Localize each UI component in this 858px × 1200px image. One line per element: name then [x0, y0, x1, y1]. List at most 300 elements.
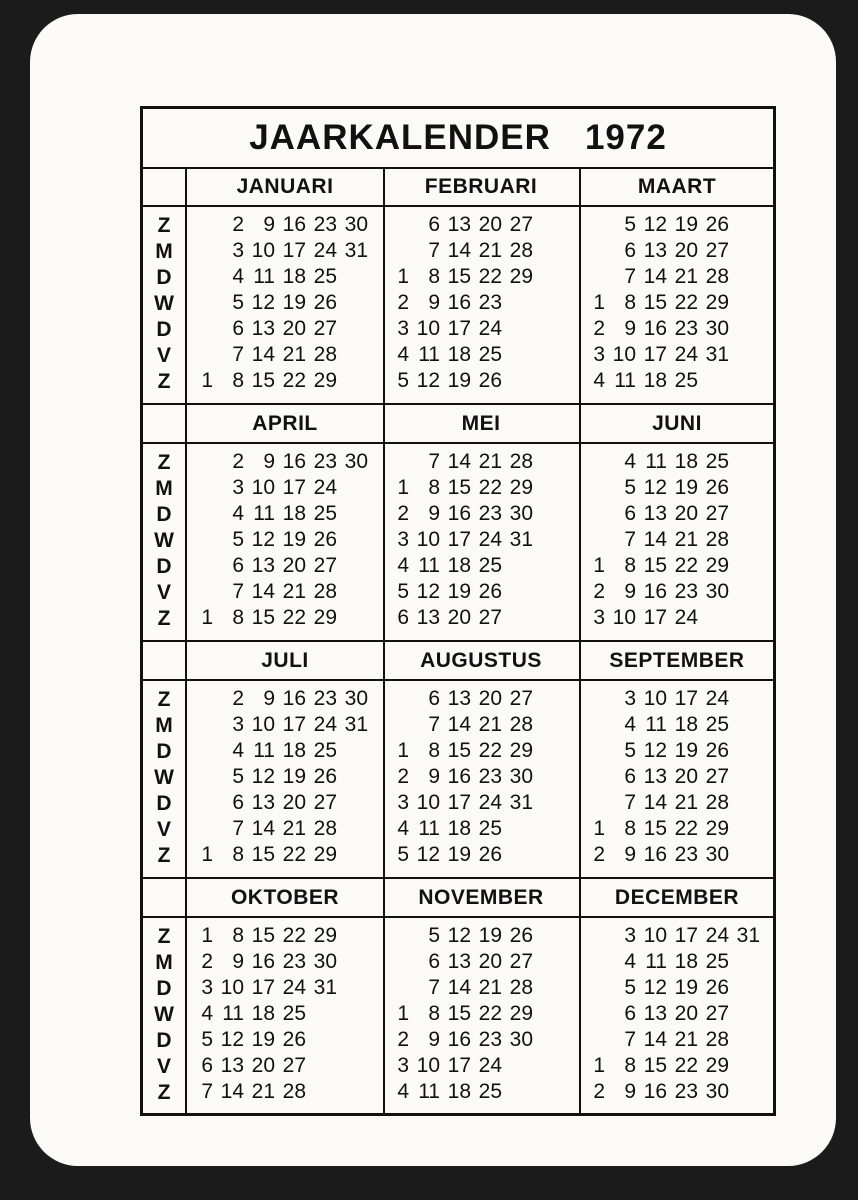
day-number: 23: [478, 502, 502, 525]
day-number: [583, 501, 605, 527]
week-row: [387, 527, 579, 553]
day-number: 8: [624, 1054, 636, 1077]
day-number: [698, 368, 729, 394]
day-number: 18: [447, 343, 471, 366]
day-number: 7: [428, 976, 440, 999]
day-number: [729, 790, 760, 816]
day-number: 22: [478, 476, 502, 499]
day-number: 3: [201, 976, 213, 999]
day-number: 1: [201, 606, 213, 629]
month-september: [579, 641, 775, 878]
day-number: 5: [397, 843, 409, 866]
day-number: 2: [397, 765, 409, 788]
day-number: 29: [705, 1054, 729, 1077]
day-number: 1: [397, 476, 409, 499]
day-number: 8: [232, 606, 244, 629]
day-number: 17: [643, 343, 667, 366]
weekday-label: Z: [157, 925, 171, 948]
day-number: [533, 949, 564, 975]
day-number: 29: [705, 554, 729, 577]
week-row: [583, 816, 775, 842]
quarter-3: [143, 641, 773, 878]
weekday-label: Z: [157, 451, 171, 474]
day-number: 2: [201, 950, 213, 973]
day-number: 4: [397, 817, 409, 840]
day-number: 6: [624, 502, 636, 525]
day-number: 20: [447, 606, 471, 629]
day-number: 8: [232, 924, 244, 947]
weekday-column: [143, 167, 187, 404]
month-name: JANUARI: [187, 167, 383, 207]
day-number: 12: [643, 739, 667, 762]
day-number: 28: [509, 976, 533, 999]
week-row: [583, 1053, 775, 1079]
day-number: 20: [282, 791, 306, 814]
day-number: 3: [397, 317, 409, 340]
weekday-label: D: [156, 555, 172, 578]
day-number: [729, 238, 760, 264]
week-row: [387, 264, 579, 290]
day-number: [533, 1001, 564, 1027]
day-number: [337, 264, 368, 290]
day-number: 8: [624, 554, 636, 577]
day-number: 11: [645, 450, 667, 473]
day-number: 27: [282, 1054, 306, 1077]
day-number: 2: [593, 843, 605, 866]
day-number: [502, 1053, 533, 1079]
day-number: 21: [478, 713, 502, 736]
day-number: 1: [201, 843, 213, 866]
day-number: 24: [674, 343, 698, 366]
day-number: [337, 501, 368, 527]
day-number: 18: [251, 1002, 275, 1025]
day-number: 19: [447, 580, 471, 603]
day-number: 2: [232, 450, 244, 473]
day-number: 28: [509, 450, 533, 473]
day-number: 28: [313, 343, 337, 366]
day-number: 6: [624, 239, 636, 262]
day-number: 12: [416, 369, 440, 392]
day-number: 13: [643, 239, 667, 262]
month-days: [583, 449, 775, 631]
day-number: 6: [428, 950, 440, 973]
day-number: 16: [447, 1028, 471, 1051]
day-number: 27: [313, 791, 337, 814]
day-number: 31: [736, 924, 760, 947]
day-number: [337, 790, 368, 816]
day-number: [337, 764, 368, 790]
day-number: 18: [674, 450, 698, 473]
day-number: 17: [674, 924, 698, 947]
week-row: [191, 790, 383, 816]
week-row: [191, 1027, 383, 1053]
day-number: 4: [397, 1080, 409, 1103]
day-number: 16: [282, 450, 306, 473]
day-number: 15: [251, 606, 275, 629]
day-number: 17: [447, 1054, 471, 1077]
day-number: [729, 501, 760, 527]
day-number: [533, 764, 564, 790]
day-number: 24: [705, 687, 729, 710]
day-number: 27: [705, 765, 729, 788]
day-number: 19: [282, 291, 306, 314]
day-number: 28: [282, 1080, 306, 1103]
weekday-label: Z: [157, 214, 171, 237]
day-number: 14: [447, 713, 471, 736]
day-number: 14: [251, 343, 275, 366]
day-number: 28: [509, 239, 533, 262]
weekday-label: Z: [157, 844, 171, 867]
day-number: 22: [674, 291, 698, 314]
day-number: 11: [253, 739, 275, 762]
day-number: [502, 368, 533, 394]
day-number: [306, 1053, 337, 1079]
day-number: 14: [447, 976, 471, 999]
weekday-label: D: [156, 318, 172, 341]
day-number: 20: [478, 213, 502, 236]
day-number: 3: [232, 476, 244, 499]
day-number: [729, 316, 760, 342]
day-number: [533, 264, 564, 290]
day-number: 15: [643, 1054, 667, 1077]
day-number: 26: [478, 369, 502, 392]
day-number: [306, 1027, 337, 1053]
day-number: 2: [232, 687, 244, 710]
quarter-divider: [143, 403, 773, 405]
day-number: 6: [397, 606, 409, 629]
day-number: 8: [232, 843, 244, 866]
day-number: [337, 527, 368, 553]
calendar-title: [143, 109, 773, 169]
day-number: 18: [674, 713, 698, 736]
day-number: 21: [674, 265, 698, 288]
month-name: APRIL: [187, 404, 383, 444]
day-number: 17: [447, 528, 471, 551]
month-februari: [383, 167, 581, 404]
day-number: [533, 290, 564, 316]
day-number: [533, 842, 564, 868]
day-number: 29: [313, 843, 337, 866]
week-row: [583, 1027, 775, 1053]
day-number: 21: [282, 580, 306, 603]
day-number: 19: [674, 976, 698, 999]
day-number: [583, 712, 605, 738]
day-number: 26: [478, 843, 502, 866]
week-row: [583, 738, 775, 764]
weekday-label: Z: [157, 607, 171, 630]
day-number: 26: [282, 1028, 306, 1051]
day-number: 3: [397, 528, 409, 551]
day-number: 4: [624, 713, 636, 736]
week-row: [583, 475, 775, 501]
day-number: [533, 579, 564, 605]
day-number: 5: [232, 291, 244, 314]
day-number: 23: [674, 843, 698, 866]
day-number: 23: [313, 213, 337, 236]
day-number: [191, 238, 213, 264]
month-days: [583, 212, 775, 394]
day-number: 19: [674, 213, 698, 236]
day-number: 10: [612, 606, 636, 629]
week-row: [191, 686, 383, 712]
day-number: 7: [624, 528, 636, 551]
month-juli: [187, 641, 385, 878]
day-number: 31: [313, 976, 337, 999]
week-row: [387, 501, 579, 527]
month-days: [387, 212, 579, 394]
day-number: 16: [643, 1080, 667, 1103]
day-number: 10: [251, 713, 275, 736]
day-number: 3: [232, 239, 244, 262]
day-number: [387, 449, 409, 475]
day-number: [191, 342, 213, 368]
day-number: 8: [428, 476, 440, 499]
week-row: [387, 368, 579, 394]
day-number: 11: [614, 369, 636, 392]
week-row: [191, 949, 383, 975]
day-number: [337, 316, 368, 342]
day-number: 25: [313, 739, 337, 762]
day-number: 13: [643, 502, 667, 525]
week-row: [191, 1053, 383, 1079]
week-row: [387, 553, 579, 579]
day-number: 21: [674, 1028, 698, 1051]
day-number: 19: [251, 1028, 275, 1051]
day-number: 29: [313, 924, 337, 947]
month-name: MEI: [383, 404, 579, 444]
day-number: 2: [593, 317, 605, 340]
day-number: 26: [705, 213, 729, 236]
day-number: [387, 712, 409, 738]
day-number: [191, 475, 213, 501]
day-number: 21: [478, 239, 502, 262]
day-number: 10: [416, 1054, 440, 1077]
day-number: [306, 1001, 337, 1027]
weekday-column: [143, 878, 187, 1115]
day-number: [729, 1053, 760, 1079]
week-row: [387, 686, 579, 712]
weekday-label: W: [154, 1003, 174, 1026]
week-row: [191, 923, 383, 949]
day-number: 1: [593, 291, 605, 314]
week-row: [387, 290, 579, 316]
day-number: [337, 290, 368, 316]
day-number: 15: [643, 554, 667, 577]
day-number: [729, 342, 760, 368]
day-number: 17: [643, 606, 667, 629]
day-number: 15: [643, 817, 667, 840]
day-number: 18: [447, 554, 471, 577]
day-number: 5: [201, 1028, 213, 1051]
month-juni: [579, 404, 775, 641]
day-number: 22: [282, 924, 306, 947]
day-number: 23: [478, 765, 502, 788]
weekday-label: D: [156, 266, 172, 289]
day-number: [583, 923, 605, 949]
day-number: 18: [643, 369, 667, 392]
day-number: 28: [313, 580, 337, 603]
day-number: 2: [232, 213, 244, 236]
day-number: 6: [232, 554, 244, 577]
day-number: 24: [478, 528, 502, 551]
day-number: [729, 738, 760, 764]
month-oktober: [187, 878, 385, 1115]
day-number: 22: [282, 843, 306, 866]
day-number: 29: [509, 476, 533, 499]
day-number: 20: [478, 950, 502, 973]
day-number: 14: [220, 1080, 244, 1103]
day-number: 12: [251, 765, 275, 788]
day-number: 11: [253, 265, 275, 288]
day-number: [533, 475, 564, 501]
day-number: [583, 449, 605, 475]
day-number: 7: [232, 580, 244, 603]
day-number: 27: [313, 317, 337, 340]
day-number: 8: [428, 265, 440, 288]
day-number: 22: [674, 554, 698, 577]
day-number: 23: [313, 450, 337, 473]
day-number: 12: [643, 213, 667, 236]
day-number: 23: [674, 317, 698, 340]
day-number: [337, 949, 368, 975]
day-number: 29: [509, 739, 533, 762]
day-number: 1: [397, 739, 409, 762]
day-number: [337, 975, 368, 1001]
day-number: 10: [643, 687, 667, 710]
day-number: [583, 238, 605, 264]
day-number: 25: [478, 343, 502, 366]
day-number: [729, 686, 760, 712]
day-number: 8: [428, 739, 440, 762]
day-number: 1: [397, 265, 409, 288]
day-number: 16: [643, 843, 667, 866]
day-number: [583, 527, 605, 553]
day-number: [698, 605, 729, 631]
day-number: 23: [478, 291, 502, 314]
day-number: [387, 949, 409, 975]
day-number: 19: [478, 924, 502, 947]
day-number: 10: [643, 924, 667, 947]
day-number: 24: [478, 317, 502, 340]
week-row: [583, 949, 775, 975]
weekday-label: M: [155, 951, 173, 974]
day-number: 25: [705, 950, 729, 973]
day-number: 14: [251, 580, 275, 603]
week-row: [387, 1053, 579, 1079]
day-number: [337, 475, 368, 501]
day-number: [533, 1027, 564, 1053]
weekday-label: D: [156, 792, 172, 815]
day-number: [337, 579, 368, 605]
month-name: NOVEMBER: [383, 878, 579, 918]
day-number: 10: [416, 317, 440, 340]
calendar-card: [30, 14, 836, 1166]
weekday-label: Z: [157, 1081, 171, 1104]
day-number: 27: [705, 1002, 729, 1025]
day-number: [502, 816, 533, 842]
day-number: 25: [282, 1002, 306, 1025]
quarter-divider: [143, 640, 773, 642]
day-number: [729, 290, 760, 316]
week-row: [583, 1079, 775, 1105]
day-number: [191, 501, 213, 527]
day-number: 17: [447, 317, 471, 340]
day-number: [583, 738, 605, 764]
day-number: [533, 712, 564, 738]
day-number: 30: [509, 1028, 533, 1051]
day-number: 15: [447, 1002, 471, 1025]
day-number: 11: [645, 713, 667, 736]
day-number: 8: [624, 817, 636, 840]
day-number: 18: [447, 1080, 471, 1103]
day-number: 7: [201, 1080, 213, 1103]
month-augustus: [383, 641, 581, 878]
week-row: [583, 764, 775, 790]
day-number: 7: [624, 1028, 636, 1051]
day-number: [191, 264, 213, 290]
day-number: 19: [447, 369, 471, 392]
day-number: 15: [447, 476, 471, 499]
day-number: [533, 316, 564, 342]
week-row: [387, 1079, 579, 1105]
day-number: [387, 238, 409, 264]
day-number: 28: [313, 817, 337, 840]
day-number: 17: [282, 476, 306, 499]
day-number: 3: [624, 687, 636, 710]
month-name: MAART: [579, 167, 775, 207]
day-number: 30: [705, 317, 729, 340]
day-number: [191, 449, 213, 475]
day-number: 23: [282, 950, 306, 973]
day-number: 26: [478, 580, 502, 603]
day-number: 28: [705, 528, 729, 551]
day-number: 4: [232, 739, 244, 762]
day-number: 2: [397, 1028, 409, 1051]
day-number: 13: [251, 317, 275, 340]
week-row: [191, 975, 383, 1001]
day-number: 6: [428, 213, 440, 236]
day-number: [729, 449, 760, 475]
month-days: [191, 923, 383, 1105]
day-number: [337, 738, 368, 764]
day-number: 31: [509, 528, 533, 551]
week-row: [387, 764, 579, 790]
day-number: 21: [478, 976, 502, 999]
week-row: [191, 527, 383, 553]
day-number: [337, 342, 368, 368]
day-number: [337, 923, 368, 949]
day-number: 16: [447, 291, 471, 314]
week-row: [387, 212, 579, 238]
week-row: [583, 605, 775, 631]
day-number: 22: [478, 265, 502, 288]
day-number: 26: [313, 528, 337, 551]
week-row: [387, 1001, 579, 1027]
week-row: [387, 238, 579, 264]
day-number: 20: [478, 687, 502, 710]
day-number: 27: [509, 687, 533, 710]
month-days: [387, 923, 579, 1105]
month-april: [187, 404, 385, 641]
day-number: 23: [674, 580, 698, 603]
day-number: 16: [282, 213, 306, 236]
day-number: [337, 1079, 368, 1105]
month-name: OKTOBER: [187, 878, 383, 918]
day-number: 12: [643, 976, 667, 999]
week-row: [583, 923, 775, 949]
day-number: 30: [705, 1080, 729, 1103]
day-number: [533, 605, 564, 631]
